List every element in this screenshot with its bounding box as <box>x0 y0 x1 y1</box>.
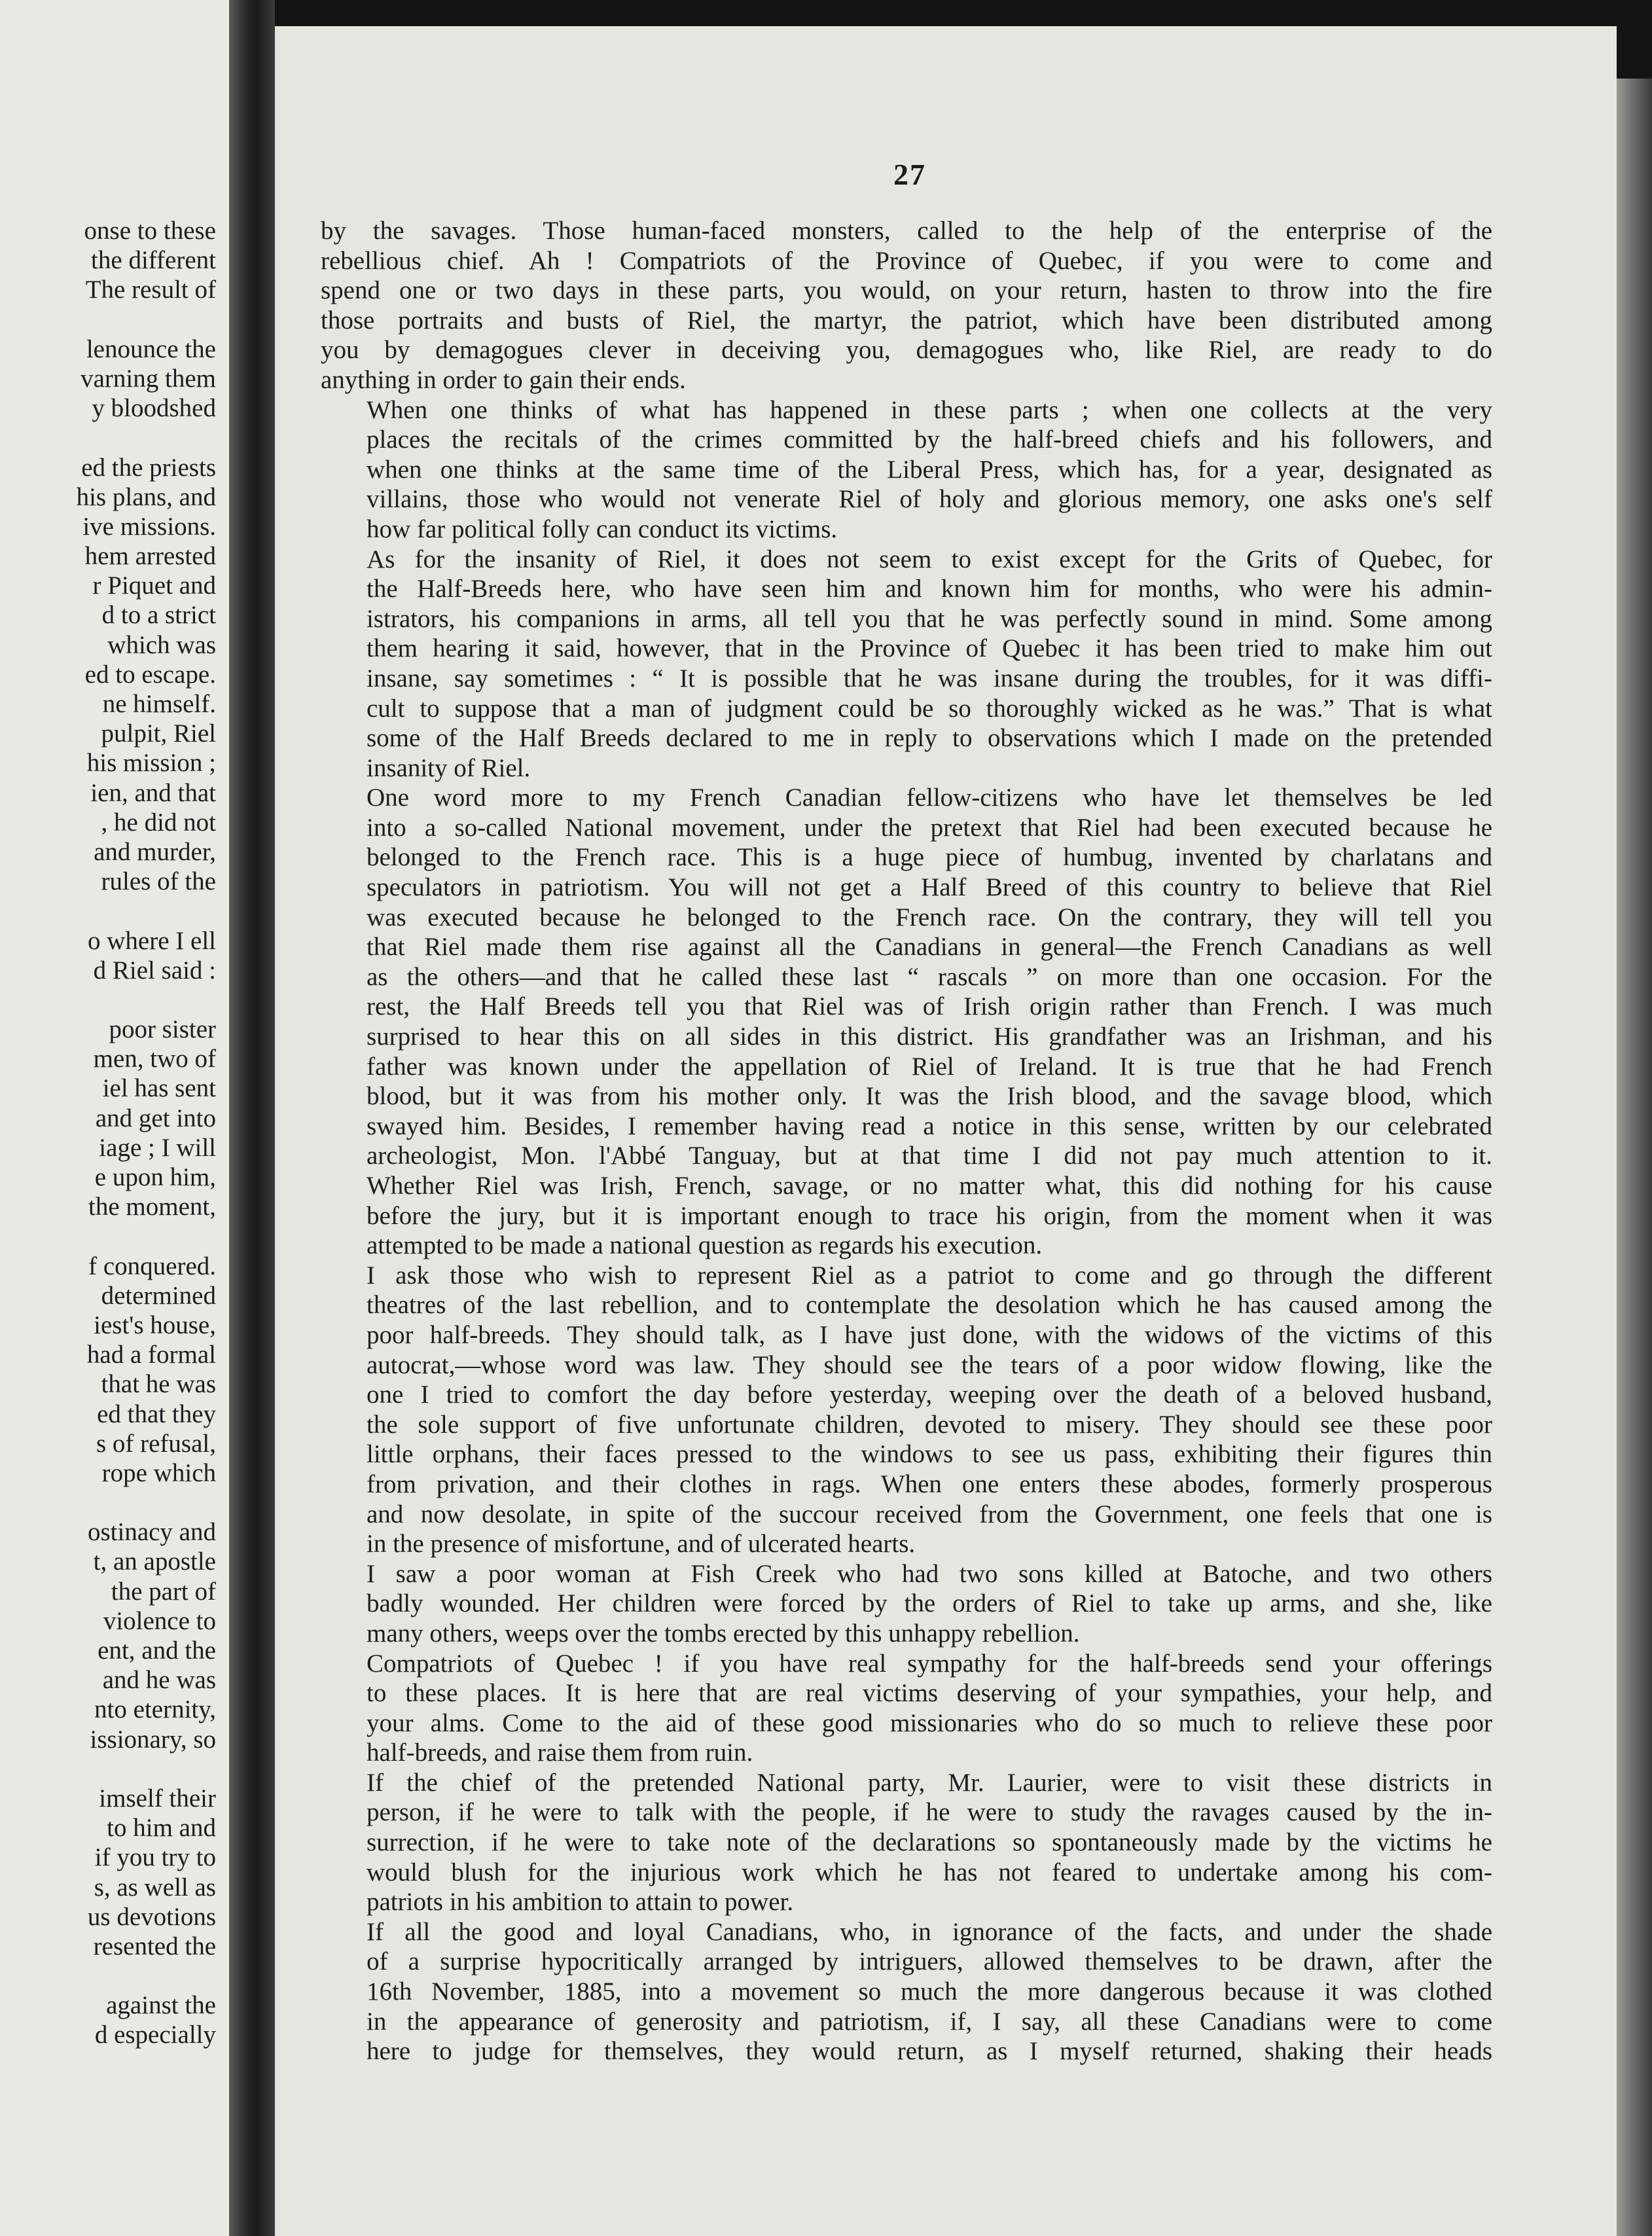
text-line: If the chief of the pretended National party, Mr. Laurier, were to visit these districts in <box>367 1768 1492 1797</box>
text-line: archeologist, Mon. l'Abbé Tanguay, but at that time I did not pay much attention to it. <box>367 1142 1492 1170</box>
facing-page-line: had a formal <box>86 1341 216 1369</box>
facing-page-line: to him and <box>107 1814 216 1843</box>
facing-page-line: f conquered. <box>88 1252 216 1280</box>
facing-page-line: his plans, and <box>76 482 216 511</box>
paragraph <box>321 783 1492 1261</box>
facing-page-line: rope which <box>101 1458 216 1487</box>
text-line: some of the Half Breeds declared to me in reply to observations which I made on the pretended <box>367 724 1492 753</box>
text-line: one I tried to comfort the day before yesterday, weeping over the death of a beloved husband, <box>367 1380 1492 1409</box>
text-line: One word more to my French Canadian fellow-citizens who have let themselves be led <box>367 784 1492 812</box>
facing-page-line: iage ; I will <box>99 1133 216 1162</box>
text-line: your alms. Come to the aid of these good missionaries who do so much to relieve these poor <box>367 1708 1492 1737</box>
facing-page-line: o where I ell <box>88 926 216 955</box>
facing-page-line: y bloodshed <box>92 394 216 423</box>
text-line: that Riel made them rise against all the Canadians in general—the French Canadians as well <box>367 933 1492 962</box>
text-line: Whether Riel was Irish, French, savage, or no matter what, this did nothing for his cause <box>367 1172 1492 1200</box>
facing-page-line: the different <box>91 246 216 275</box>
facing-page-line: the part of <box>111 1577 216 1606</box>
facing-page-line: which was <box>107 630 216 659</box>
text-line: surprised to hear this on all sides in this district. His grandfather was an Irishman, and his <box>367 1022 1492 1051</box>
facing-page-line: ostinacy and <box>87 1518 216 1547</box>
text-line: If all the good and loyal Canadians, who, in ignorance of the facts, and under the shade <box>367 1917 1492 1946</box>
text-line: by the savages. Those human-faced monsters, called to the help of the enterprise of the <box>321 217 1492 245</box>
facing-page-line: if you try to <box>94 1843 216 1872</box>
facing-page-line <box>0 985 216 1015</box>
facing-page-line: The result of <box>85 276 216 304</box>
text-line: you by demagogues clever in deceiving you, demagogues who, like Riel, are ready to do <box>321 336 1492 365</box>
text-line: spend one or two days in these parts, you would, on your return, hasten to throw into the fire <box>321 276 1492 305</box>
text-line: blood, but it was from his mother only. It was the Irish blood, and the savage blood, which <box>367 1082 1492 1111</box>
facing-page-line: poor sister <box>109 1015 216 1044</box>
text-line: autocrat,—whose word was law. They should see the tears of a poor widow flowing, like the <box>367 1350 1492 1379</box>
paragraph <box>321 545 1492 784</box>
facing-page-line: t, an apostle <box>93 1547 216 1576</box>
paragraph <box>321 1917 1492 2066</box>
text-line: attempted to be made a national question as regards his execution. <box>367 1231 1043 1260</box>
page-number: 27 <box>893 158 926 191</box>
paragraph <box>321 1261 1492 1559</box>
text-line: surrection, if he were to take note of the declarations so spontaneously made by the victims he <box>367 1828 1492 1857</box>
text-line: here to judge for themselves, they would return, as I myself returned, shaking their heads <box>367 2037 1492 2066</box>
facing-page-line: imself their <box>99 1784 216 1812</box>
text-line: them hearing it said, however, that in the Province of Quebec it has been tried to make him out <box>367 634 1492 663</box>
page-body <box>321 216 1492 2066</box>
facing-page-line <box>0 305 216 334</box>
text-line: before the jury, but it is important enough to trace his origin, from the moment when it was <box>367 1201 1492 1230</box>
text-line: When one thinks of what has happened in these parts ; when one collects at the very <box>367 395 1492 424</box>
text-line: I saw a poor woman at Fish Creek who had two sons killed at Batoche, and two others <box>367 1559 1492 1588</box>
facing-page-line: ed to escape. <box>84 660 216 689</box>
text-line: As for the insanity of Riel, it does not seem to exist except for the Grits of Quebec, for <box>367 545 1492 573</box>
facing-page-line: men, two of <box>93 1045 216 1073</box>
text-line: rebellious chief. Ah ! Compatriots of the Province of Quebec, if you were to come and <box>321 246 1492 275</box>
facing-page-line <box>0 896 216 926</box>
facing-page-line: issionary, so <box>90 1725 216 1754</box>
paragraph <box>321 1559 1492 1649</box>
text-line: in the appearance of generosity and patriotism, if, I say, all these Canadians were to come <box>367 2007 1492 2036</box>
text-line: swayed him. Besides, I remember having read a notice in this sense, written by our celebrated <box>367 1111 1492 1140</box>
paragraph <box>321 395 1492 545</box>
text-line: I ask those who wish to represent Riel as a patriot to come and go through the different <box>367 1261 1492 1289</box>
text-line: little orphans, their faces pressed to the windows to see us pass, exhibiting their figures thin <box>367 1440 1492 1469</box>
facing-page-line: ne himself. <box>102 690 216 718</box>
text-line: how far political folly can conduct its victims. <box>367 514 838 543</box>
page-edge <box>1617 79 1652 2236</box>
facing-page-line: violence to <box>103 1606 216 1635</box>
text-line: belonged to the French race. This is a huge piece of humbug, invented by charlatans and <box>367 843 1492 872</box>
facing-page-line <box>0 423 216 452</box>
facing-page-line: pulpit, Riel <box>101 719 216 748</box>
facing-page-line: s, as well as <box>94 1873 216 1902</box>
text-line: and now desolate, in spite of the succour received from the Government, one feels that one is <box>367 1500 1492 1528</box>
text-line: would blush for the injurious work which he has not feared to undertake among his com- <box>367 1858 1492 1886</box>
facing-page-line: iest's house, <box>94 1310 216 1339</box>
facing-page-line: against the <box>106 1991 216 2020</box>
text-line: istrators, his companions in arms, all tell you that he was perfectly sound in mind. Some among <box>367 604 1492 633</box>
facing-page-line: and he was <box>102 1666 216 1695</box>
text-line: into a so-called National movement, under the pretext that Riel had been executed because he <box>367 813 1492 842</box>
facing-page-line <box>0 1961 216 1991</box>
facing-page-line: ent, and the <box>98 1636 216 1665</box>
text-line: insane, say sometimes : “ It is possible that he was insane during the troubles, for it was diffi- <box>367 664 1492 693</box>
facing-page-line: hem arrested <box>84 542 216 571</box>
text-line: anything in order to gain their ends. <box>321 365 686 394</box>
facing-page-line: r Piquet and <box>92 571 216 600</box>
text-line: the Half-Breeds here, who have seen him and known him for months, who were his admin- <box>367 575 1492 604</box>
facing-page-text <box>0 216 216 2050</box>
text-line: as the others—and that he called these last “ rascals ” on more than one occasion. For the <box>367 962 1492 991</box>
text-line: from privation, and their clothes in rags. When one enters these abodes, formerly prosperous <box>367 1470 1492 1498</box>
facing-page-line: determined <box>101 1281 216 1310</box>
text-line: father was known under the appellation of Riel of Ireland. It is true that he had French <box>367 1052 1492 1081</box>
book-gutter <box>229 0 275 2236</box>
facing-page-line: resented the <box>93 1932 216 1960</box>
text-line: was executed because he belonged to the French race. On the contrary, they will tell you <box>367 903 1492 931</box>
facing-page-line: onse to these <box>84 217 216 245</box>
facing-page-line <box>0 1221 216 1251</box>
facing-page-line: and murder, <box>94 837 216 866</box>
text-line: places the recitals of the crimes committed by the half-breed chiefs and his followers, and <box>367 425 1492 454</box>
text-line: rest, the Half Breeds tell you that Riel was of Irish origin rather than French. I was much <box>367 992 1492 1021</box>
facing-page-line: lenounce the <box>86 334 216 363</box>
text-line: those portraits and busts of Riel, the martyr, the patriot, which have been distributed among <box>321 306 1492 334</box>
facing-page-line: iel has sent <box>102 1074 216 1103</box>
facing-page-line: s of refusal, <box>96 1429 216 1458</box>
facing-page-line: ien, and that <box>90 778 216 807</box>
text-line: Compatriots of Quebec ! if you have real sympathy for the half-breeds send your offerings <box>367 1649 1492 1678</box>
facing-page-line <box>0 1754 216 1784</box>
text-line: when one thinks at the same time of the Liberal Press, which has, for a year, designated as <box>367 455 1492 484</box>
facing-page-line: the moment, <box>88 1193 216 1221</box>
facing-page-line: d Riel said : <box>93 956 216 984</box>
facing-page-line: d especially <box>94 2021 216 2049</box>
facing-page-line: us devotions <box>87 1902 216 1931</box>
facing-page-line: ed that they <box>97 1399 216 1428</box>
text-line: speculators in patriotism. You will not get a Half Breed of this country to believe that Riel <box>367 873 1492 902</box>
text-line: cult to suppose that a man of judgment could be so thoroughly wicked as he was.” That is what <box>367 694 1492 723</box>
facing-page-line: ed the priests <box>81 453 216 482</box>
facing-page-line: varning them <box>81 364 216 393</box>
facing-page-fragment <box>0 0 229 2236</box>
facing-page-line: and get into <box>95 1104 216 1132</box>
facing-page-line: nto eternity, <box>94 1695 216 1724</box>
facing-page-line: that he was <box>101 1370 216 1399</box>
text-line: patriots in his ambition to attain to power. <box>367 1888 794 1917</box>
text-line: half-breeds, and raise them from ruin. <box>367 1739 753 1767</box>
facing-page-line: rules of the <box>101 867 216 896</box>
text-line: insanity of Riel. <box>367 753 531 782</box>
facing-page-line: his mission ; <box>86 749 216 778</box>
paragraph <box>321 1768 1492 1917</box>
text-line: poor half-breeds. They should talk, as I have just done, with the widows of the victims of this <box>367 1320 1492 1349</box>
facing-page-line: e upon him, <box>94 1163 216 1191</box>
text-line: person, if he were to talk with the people, if he were to study the ravages caused by the in- <box>367 1798 1492 1827</box>
text-line: badly wounded. Her children were forced by the orders of Riel to take up arms, and she, like <box>367 1589 1492 1618</box>
facing-page-line <box>0 1488 216 1517</box>
text-line: many others, weeps over the tombs erected by this unhappy rebellion. <box>367 1619 1080 1648</box>
text-line: the sole support of five unfortunate children, devoted to misery. They should see these poor <box>367 1410 1492 1439</box>
facing-page-line: d to a strict <box>101 601 216 630</box>
text-line: of a surprise hypocritically arranged by intriguers, allowed themselves to be drawn, after the <box>367 1947 1492 1976</box>
text-line: in the presence of misfortune, and of ulcerated hearts. <box>367 1530 916 1559</box>
text-line: theatres of the last rebellion, and to contemplate the desolation which he has caused among the <box>367 1291 1492 1320</box>
text-line: to these places. It is here that are real victims deserving of your sympathies, your help, and <box>367 1679 1492 1708</box>
text-line: 16th November, 1885, into a movement so much the more dangerous because it was clothed <box>367 1977 1492 2006</box>
facing-page-line: ive missions. <box>82 512 216 541</box>
paragraph <box>321 216 1492 395</box>
text-line: villains, those who would not venerate Riel of holy and glorious memory, one asks one's self <box>367 485 1492 514</box>
facing-page-line: , he did not <box>101 808 216 837</box>
paragraph <box>321 1649 1492 1768</box>
